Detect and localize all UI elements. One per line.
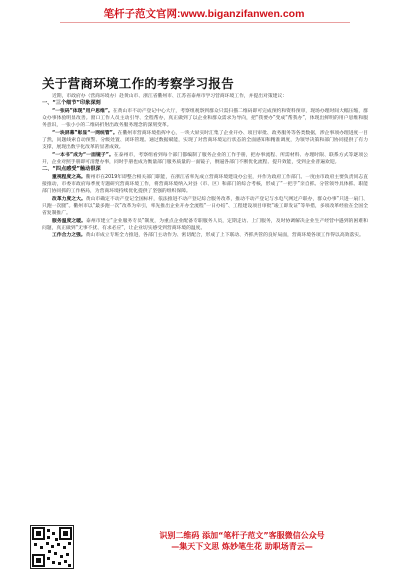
- paragraph-7-lead: 工作合力之强。: [52, 233, 86, 239]
- paragraph-7-text: 黄山市成立专班全力推进，各部门主动作为、密切配合，形成了上下联动、齐抓共管的良好局面，营商环境各项工作得以高效落实。: [85, 233, 364, 239]
- paragraph-5: [42, 196, 368, 218]
- paragraph-1-lead: “一张码”体现“用户思维”。: [52, 108, 113, 114]
- site-header[interactable]: 笔杆子范文官网:www.biganzifanwen.com: [103, 8, 305, 20]
- document-body: [42, 93, 368, 240]
- paragraph-3-text: 在泰州市，考察组看到每个部门都编制了服务企业的工作手册，把办事流程、所需材料、办理时限、联系方式等逐项公开，企业对照手册即可清楚办事，同时手册也成为衡量部门服务质量的一面镜子，倒逼各部门不断优化流程、提升效能，受到企业普遍欢迎。: [42, 152, 368, 165]
- paragraph-3-lead: “一本书”成为“一面镜子”。: [52, 152, 114, 158]
- paragraph-4: [42, 174, 368, 196]
- paragraph-4-lead: 重视程度之高。: [52, 174, 86, 180]
- qr-code-icon[interactable]: [30, 525, 74, 569]
- paragraph-3: [42, 152, 368, 167]
- page-title: 关于营商环境工作的考察学习报告: [42, 76, 235, 91]
- paragraph-2: [42, 130, 368, 152]
- paragraph-6: [42, 218, 368, 233]
- footer-line-1: 识别二维码 添加“笔杆子范文”客服微信公众号: [159, 531, 325, 540]
- footer-line-2: —集天下文思 炼妙笔生花 助职场青云—: [171, 542, 313, 551]
- footer-caption: [92, 530, 392, 552]
- section-heading-1: 一、“三个细节”印象深刻: [42, 100, 101, 107]
- paragraph-5-lead: 改革力度之大。: [52, 196, 86, 202]
- section-heading-2: 二、“四点感受”触动很深: [42, 166, 101, 173]
- paragraph-7: [42, 232, 368, 239]
- paragraph-6-text: 泰州市建立“企业服务专员”制度，为重点企业配备专职服务人员，定期走访、上门服务，及时协调解决企业生产经营中遇到的困难和问题，真正做到“无事不扰、有求必应”，让企业切实感受到营商环境的温度。: [42, 218, 368, 231]
- intro-paragraph: 近期，市政府办（营商环境办）赴黄山市、浙江省衢州市、江苏省泰州市学习营商环境工作，并提出对策建议：: [52, 94, 288, 99]
- paragraph-2-text: 在衢州市营商环境指挥中心，一块大屏实时汇集了企业开办、项目审批、政务服务等各类数据，涉企事项办理进度一目了然，问题线索自动预警、分级处置、闭环管理。通过数据赋能，实现了对营商环境运行状态的全面感知和精准调度，为领导决策和部门协同提供了有力支撑，展现出数字化改革的显著成效。: [42, 130, 368, 151]
- paragraph-5-text: 黄山市确定不动产登记全国标杆，依法推进不动产登记综合服务改革，推动不动产登记与水电气网过户联办，群众办事“只进一扇门、只跑一次腿”。衢州市以“最多跑一次”改革为牵引，率先推出企业开办全流程“一日办结”、工程建设项目审批“竣工即发证”等举措，多项改革经验在全国全省复制推广。: [42, 196, 368, 217]
- header-divider: [60, 22, 350, 23]
- paragraph-6-lead: 服务温度之暖。: [52, 218, 87, 224]
- paragraph-1: [42, 108, 368, 130]
- qr-code-graphic: [31, 526, 73, 568]
- paragraph-1-text: 在黄山市不动产登记中心大厅，考察组观察到群众只需扫描二维码即可完成预约和资料预审，现场办理时间大幅压缩，群众办事体验明显改善。窗口工作人员主动引导、全程帮办，真正做到了以企业和群众需求为导向，把“我要办”变成“帮我办”，体现出鲜明的用户思维和服务意识，一张小小的二维码折射出政务服务理念的深刻变革。: [42, 108, 368, 129]
- paragraph-4-text: 衢州市在2019年即整合相关部门职能，在浙江省率先成立营商环境建设办公室，并作为政府工作部门。一度由市政府主要负责同志直接推动，市委市政府每季度专题研究营商环境工作，将营商环境纳入对县（市、区）和部门的综合考核，形成了“一把手”亲自抓、分管领导具体抓、职能部门协同抓的工作格局，为营商环境持续优化提供了坚强的组织保障。: [42, 174, 368, 195]
- paragraph-2-lead: “一块屏幕”彰显“一网统管”。: [52, 130, 118, 136]
